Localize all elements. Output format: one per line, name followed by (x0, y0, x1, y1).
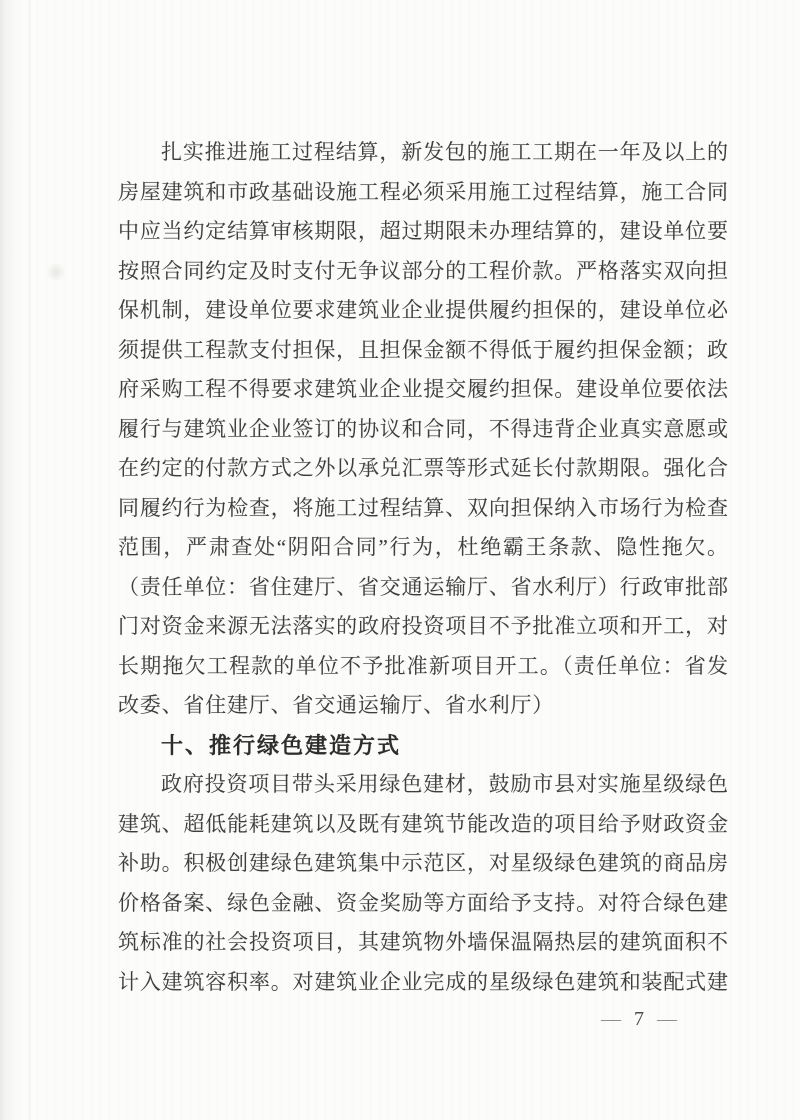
paragraph-line (118, 647, 728, 687)
paragraph-line (118, 568, 728, 608)
paragraph-line: 须提供工程款支付担保，且担保金额不得低于履约担保金额；政 (118, 337, 728, 362)
footer-left-dash: — (601, 1008, 621, 1030)
footer-right-dash: — (657, 1008, 677, 1030)
paragraph-line: 建筑、超低能耗建筑以及既有建筑节能改造的项目给予财政资金 (118, 811, 728, 836)
paragraph-line: 补助。积极创建绿色建筑集中示范区，对星级绿色建筑的商品房 (118, 851, 728, 875)
paragraph-line: 按照合同约定及时支付无争议部分的工程价款。严格落实双向担 (118, 258, 728, 283)
paragraph-line: 政府投资项目带头采用绿色建材，鼓励市县对实施星级绿色 (161, 772, 728, 796)
scan-crease-line (29, 0, 31, 1120)
document-body (118, 133, 728, 1002)
paragraph-line: 房屋建筑和市政基础设施工程必须采用施工过程结算，施工合同 (118, 179, 728, 204)
paragraph-line: 计入建筑容积率。对建筑业企业完成的星级绿色建筑和装配式建 (118, 969, 728, 994)
paragraph-line: 同履约行为检查，将施工过程结算、双向担保纳入市场行为检查 (118, 495, 728, 520)
responsible-unit-note: （责任单位：省住建厅、省交通运输厅、省水利厅） (118, 574, 620, 599)
body-text: 行政审批部 (619, 574, 728, 599)
responsible-unit-note: 改委、省住建厅、省交通运输厅、省水利厅） (118, 693, 554, 717)
paragraph-line: 价格备案、绿色金融、资金奖励等方面给予支持。对符合绿色建 (118, 890, 728, 915)
paragraph-line: 筑标准的社会投资项目，其建筑物外墙保温隔热层的建筑面积不 (118, 930, 728, 954)
paragraph-line: 扎实推进施工过程结算，新发包的施工工期在一年及以上的 (161, 140, 728, 164)
paragraph-line: 中应当约定结算审核期限，超过期限未办理结算的，建设单位要 (118, 219, 728, 243)
responsible-unit-note: （责任单位：省发 (562, 653, 728, 678)
paragraph-line: 范围，严肃查处“阴阳合同”行为，杜绝霸王条款、隐性拖欠。 (118, 535, 728, 559)
page-footer (601, 1006, 677, 1032)
paragraph-line: 府采购工程不得要求建筑业企业提交履约担保。建设单位要依法 (118, 377, 728, 401)
paragraph-line: 在约定的付款方式之外以承兑汇票等形式延长付款期限。强化合 (118, 456, 728, 480)
body-text: 长期拖欠工程款的单位不予批准新项目开工。 (118, 653, 563, 678)
paragraph-line: 门对资金来源无法落实的政府投资项目不予批准立项和开工，对 (118, 614, 728, 638)
paragraph-line (118, 686, 728, 726)
paragraph-line: 履行与建筑业企业签订的协议和合同，不得违背企业真实意愿或 (118, 416, 728, 441)
paragraph-line: 保机制，建设单位要求建筑业企业提供履约担保的，建设单位必 (118, 298, 728, 322)
section-heading: 十、推行绿色建造方式 (161, 732, 402, 758)
page-number: 7 (634, 1008, 644, 1030)
